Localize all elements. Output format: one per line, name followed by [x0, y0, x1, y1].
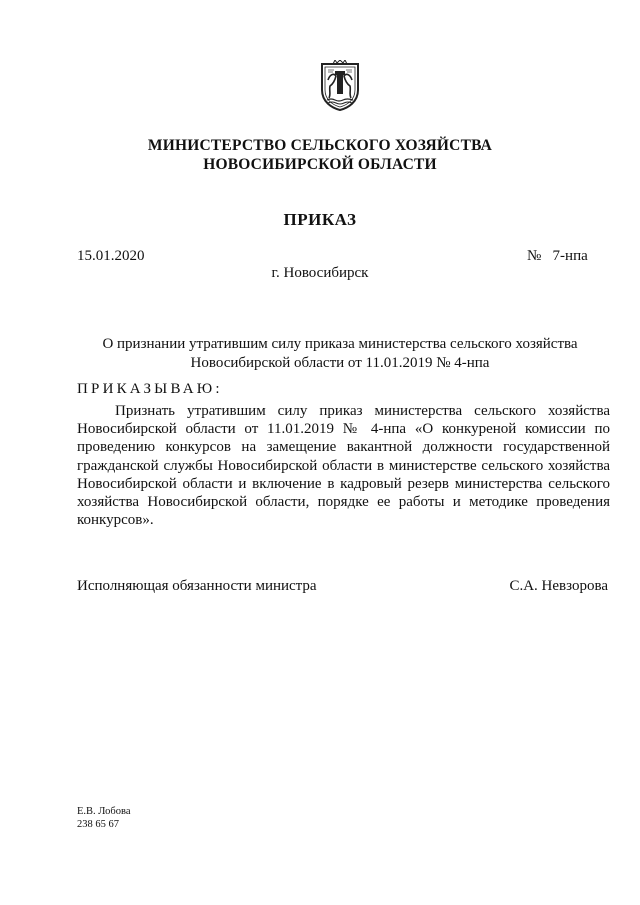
executor-info [77, 805, 130, 831]
subject-line2: Новосибирской области от 11.01.2019 № 4-нпа [190, 355, 490, 371]
executor-name: Е.В. Лобова [77, 806, 131, 817]
order-body-paragraph: Признать утратившим силу приказ министерства сельского хозяйства Новосибирской области от 11.01.2019 № 4-нпа «О конкуреной комиссии по проведению конкурсов на замещение вакантной должности государственной гражданской службы Новосибирской области в министерстве сельского хозяйства Новосибирской области и включение в кадровый резерв министерства сельского хозяйства Новосибирской области, порядке ее работы и методике проведения конкурсов». [77, 403, 610, 529]
signer-position: Исполняющая обязанности министра [77, 578, 317, 594]
organization-name-line1: МИНИСТЕРСТВО СЕЛЬСКОГО ХОЗЯЙСТВА [147, 137, 493, 154]
subject-line1: О признании утратившим силу приказа министерства сельского хозяйства [102, 336, 578, 352]
signer-name: С.А. Невзорова [509, 578, 608, 594]
order-directive-word: ПРИКАЗЫВАЮ: [77, 381, 223, 397]
executor-phone: 238 65 67 [77, 819, 119, 830]
document-date: 15.01.2020 [77, 248, 145, 264]
document-type-title: ПРИКАЗ [283, 210, 357, 229]
document-city: г. Новосибирск [271, 265, 369, 281]
document-number: № 7-нпа [527, 248, 588, 264]
organization-name-line2: НОВОСИБИРСКОЙ ОБЛАСТИ [203, 156, 437, 173]
document-subject [70, 335, 610, 373]
coat-of-arms-icon [318, 60, 362, 112]
